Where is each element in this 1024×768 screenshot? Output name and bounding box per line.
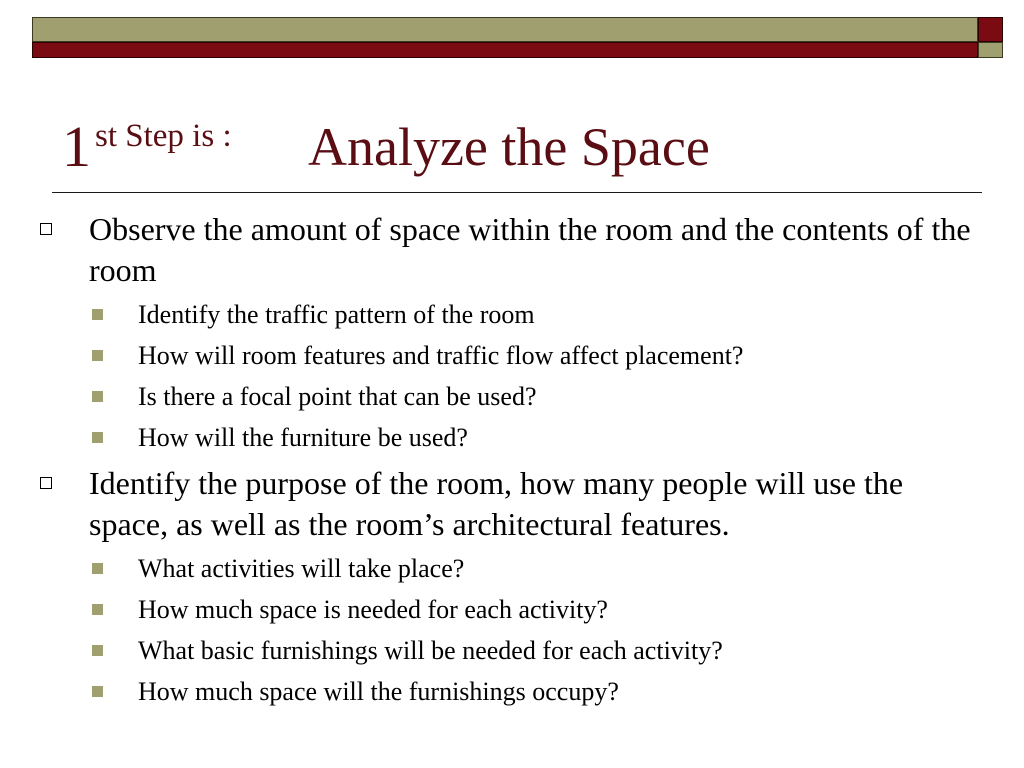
sub-bullet-text: How much space will the furnishings occupy? bbox=[138, 677, 619, 706]
header-olive-square bbox=[978, 42, 1003, 58]
filled-square-bullet-icon bbox=[92, 645, 103, 656]
hollow-square-bullet-icon bbox=[40, 477, 52, 489]
sub-bullet-text: Is there a focal point that can be used? bbox=[138, 382, 537, 411]
bullet-text: Identify the purpose of the room, how many people will use the space, as well as the room’s architectural features. bbox=[89, 465, 904, 542]
header-maroon-bar bbox=[32, 42, 978, 58]
sub-bullet-text: How will room features and traffic flow affect placement? bbox=[138, 341, 744, 370]
filled-square-bullet-icon bbox=[92, 350, 103, 361]
bullet-text: Observe the amount of space within the room and the contents of the room bbox=[89, 211, 971, 288]
sub-bullet-text: What activities will take place? bbox=[138, 554, 465, 583]
sub-bullet-text: Identify the traffic pattern of the room bbox=[138, 300, 535, 329]
sub-bullet-text: What basic furnishings will be needed for each activity? bbox=[138, 636, 723, 665]
filled-square-bullet-icon bbox=[92, 563, 103, 574]
title-divider bbox=[52, 192, 982, 193]
filled-square-bullet-icon bbox=[92, 604, 103, 615]
sub-bullet-text: How much space is needed for each activity? bbox=[138, 595, 608, 624]
sub-bullet-text: How will the furniture be used? bbox=[138, 423, 468, 452]
hollow-square-bullet-icon bbox=[40, 223, 52, 235]
header-maroon-square bbox=[978, 17, 1003, 42]
title-main-text: Analyze the Space bbox=[308, 117, 710, 177]
filled-square-bullet-icon bbox=[92, 686, 103, 697]
header-olive-bar bbox=[32, 17, 978, 42]
title-step-number: 1 bbox=[62, 114, 91, 179]
slide-title bbox=[62, 110, 962, 190]
filled-square-bullet-icon bbox=[92, 391, 103, 402]
filled-square-bullet-icon bbox=[92, 309, 103, 320]
title-step-superscript: st Step is : bbox=[95, 118, 232, 154]
filled-square-bullet-icon bbox=[92, 432, 103, 443]
